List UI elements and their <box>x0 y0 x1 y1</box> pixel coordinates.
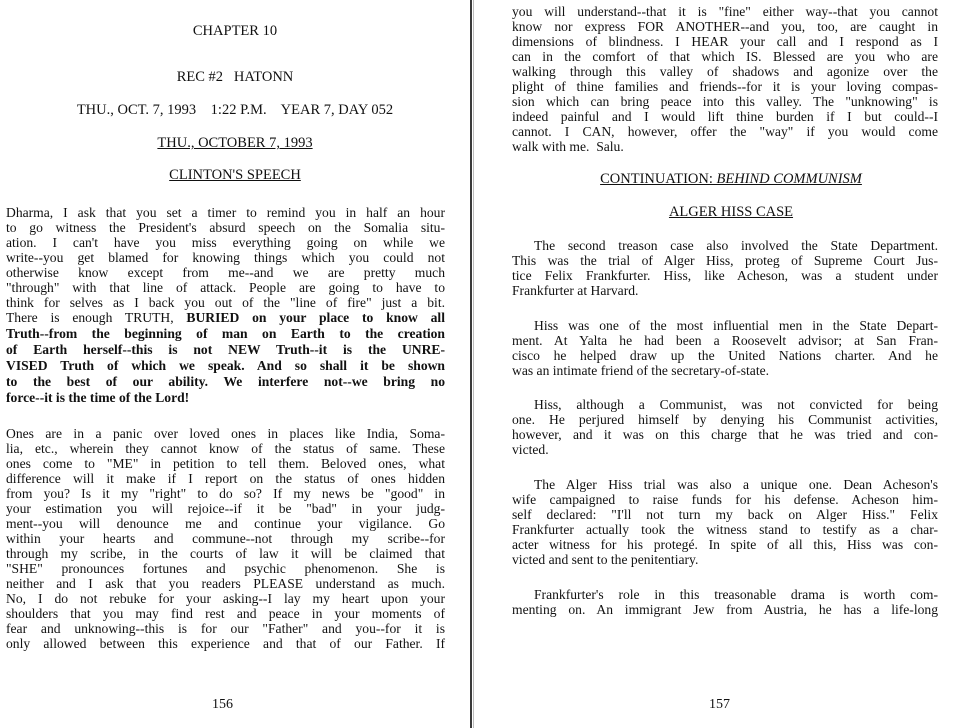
text-line: walk with me. Salu. <box>512 139 624 154</box>
text-line: victed and sent to the penitentiary. <box>512 552 699 567</box>
text-line: tice Felix Frankfurter. Hiss, like Acheson, was a student under <box>512 268 938 283</box>
book-gutter <box>470 0 472 728</box>
section-heading-prefix: CONTINUATION: <box>600 171 717 187</box>
text-line: was an intimate friend of the secretary-of-state. <box>512 363 770 378</box>
text-line: within your hearts and commune--not through my scribe--for <box>6 531 445 546</box>
text-line: from you? Is it my "right" to do so? If my news be "good" in <box>6 486 445 501</box>
text-line-bold: VISED Truth of which we speak. And so shall it be shown <box>6 358 445 373</box>
text-line-bold: Truth--from the beginning of man on Earth to the creation <box>6 326 445 341</box>
text-bold: BURIED on your place to know all <box>186 310 445 325</box>
text-line: menting on. An immigrant Jew from Austria, he has a life-long <box>512 602 938 617</box>
text-line: ation. I can't have you miss everything going on while we <box>6 235 445 250</box>
text-line: self declared: "I'll not turn my back on Alger Hiss." Felix <box>512 507 938 522</box>
chapter-heading: CHAPTER 10 <box>192 23 278 39</box>
text-line-bold: to the best of our ability. We interfere not--we bring no <box>6 374 445 389</box>
text-line: "through" with that line of attack. People are going to have to <box>6 280 445 295</box>
text-line: one. He perjured himself by denying his Communist activities, <box>512 412 938 427</box>
subheading-date: THU., OCTOBER 7, 1993 <box>157 135 313 151</box>
text-normal: There is enough TRUTH, <box>6 310 187 325</box>
text-line-bold: force--it is the time of the Lord! <box>6 390 190 405</box>
rec-heading: REC #2 HATONN <box>176 69 294 85</box>
text-line: Hiss, although a Communist, was not convicted for being <box>534 397 938 412</box>
text-line: sion which can bring peace into this valley. The "unknowing" is <box>512 94 938 109</box>
right-page <box>476 0 956 728</box>
section-subheading: ALGER HISS CASE <box>668 204 794 220</box>
text-line-bold: of Earth herself--this is not NEW Truth--it is the UNRE- <box>6 342 445 357</box>
text-line: dimensions of blindness. I HEAR your call and I respond as I <box>512 34 938 49</box>
text-line: cisco he helped draw up the United Nations charter. And he <box>512 348 938 363</box>
page-number: 156 <box>212 697 233 712</box>
subheading-title: CLINTON'S SPEECH <box>169 167 301 183</box>
text-line: difference will it make if I report on the status of ones hidden <box>6 471 445 486</box>
text-line: however, and it was on this charge that he was tried and con- <box>512 427 938 442</box>
text-line: can in the comfort of that which IS. Blessed are you who are <box>512 49 938 64</box>
text-line: cannot. I CAN, however, offer the "way" if you would come <box>512 124 938 139</box>
text-line: otherwise know except from me--and we are pretty much <box>6 265 445 280</box>
text-line: This was the trial of Alger Hiss, proteg of Supreme Court Jus- <box>512 253 938 268</box>
section-heading <box>506 172 956 187</box>
text-line: Frankfurter actually took the witness stand to testify as a char- <box>512 522 938 537</box>
text-line: indeed painful and I would lift thine burden if I but could--I <box>512 109 938 124</box>
text-line: wife campaigned to raise funds for his defense. Acheson him- <box>512 492 938 507</box>
dateline: THU., OCT. 7, 1993 1:22 P.M. YEAR 7, DAY 052 <box>76 102 394 118</box>
text-line: through my scribe, in the courts of law it will be claimed that <box>6 546 445 561</box>
text-line: The second treason case also involved the State Department. <box>534 238 938 253</box>
text-line: to go witness the President's absurd speech on the Somalia situ- <box>6 220 445 235</box>
text-line-mixed <box>6 310 445 325</box>
text-line: acter witness for his protegé. In spite of all this, Hiss was con- <box>512 537 938 552</box>
text-line: ment--you will denounce me and continue your vigilance. Go <box>6 516 445 531</box>
text-line: victed. <box>512 442 549 457</box>
text-line: know nor express FOR ANOTHER--and you, too, are caught in <box>512 19 938 34</box>
text-line: Frankfurter at Harvard. <box>512 283 639 298</box>
text-line: Ones are in a panic over loved ones in places like India, Soma- <box>6 426 445 441</box>
left-page <box>0 0 470 728</box>
text-line: plight of thine families and friends--for it is your loving compas- <box>512 79 938 94</box>
text-line: fear and unknowing--this is for our "Father" and you--for it is <box>6 621 445 636</box>
text-line: think for selves as I back you out of the "line of fire" just a bit. <box>6 295 445 310</box>
section-heading-italic: BEHIND COMMUNISM <box>716 171 862 187</box>
text-line: you will understand--that it is "fine" either way--that you cannot <box>512 4 938 19</box>
text-line: write--you get blamed for knowing things which you could not <box>6 250 445 265</box>
text-line: ment. At Yalta he had been a Roosevelt advisor; at San Fran- <box>512 333 938 348</box>
text-line: No, I do not rebuke for your asking--I lay my heart upon your <box>6 591 445 606</box>
text-line: only allowed between this experience and that of our Father. If <box>6 636 445 651</box>
text-line: ones come to "ME" in petition to tell them. Beloved ones, what <box>6 456 445 471</box>
book-gutter-shadow <box>473 0 474 728</box>
page-number: 157 <box>709 697 730 712</box>
text-line: neither and I ask that you readers PLEASE understand as much. <box>6 576 445 591</box>
text-line: The Alger Hiss trial was also a unique one. Dean Acheson's <box>534 477 938 492</box>
text-line: Hiss was one of the most influential men in the State Depart- <box>534 318 938 333</box>
text-line: your estimation you will rejoice--if it be "bad" in your judg- <box>6 501 445 516</box>
text-line: lia, etc., wherein they cannot know of the status of same. These <box>6 441 445 456</box>
text-line: shoulders that you may find rest and peace in your moments of <box>6 606 445 621</box>
text-line: Frankfurter's role in this treasonable drama is worth com- <box>534 587 938 602</box>
text-line: Dharma, I ask that you set a timer to remind you in half an hour <box>6 205 445 220</box>
text-line: "SHE" pronounces fortunes and psychic phenomenon. She is <box>6 561 445 576</box>
text-line: walking through this valley of shadows and agonize over the <box>512 64 938 79</box>
